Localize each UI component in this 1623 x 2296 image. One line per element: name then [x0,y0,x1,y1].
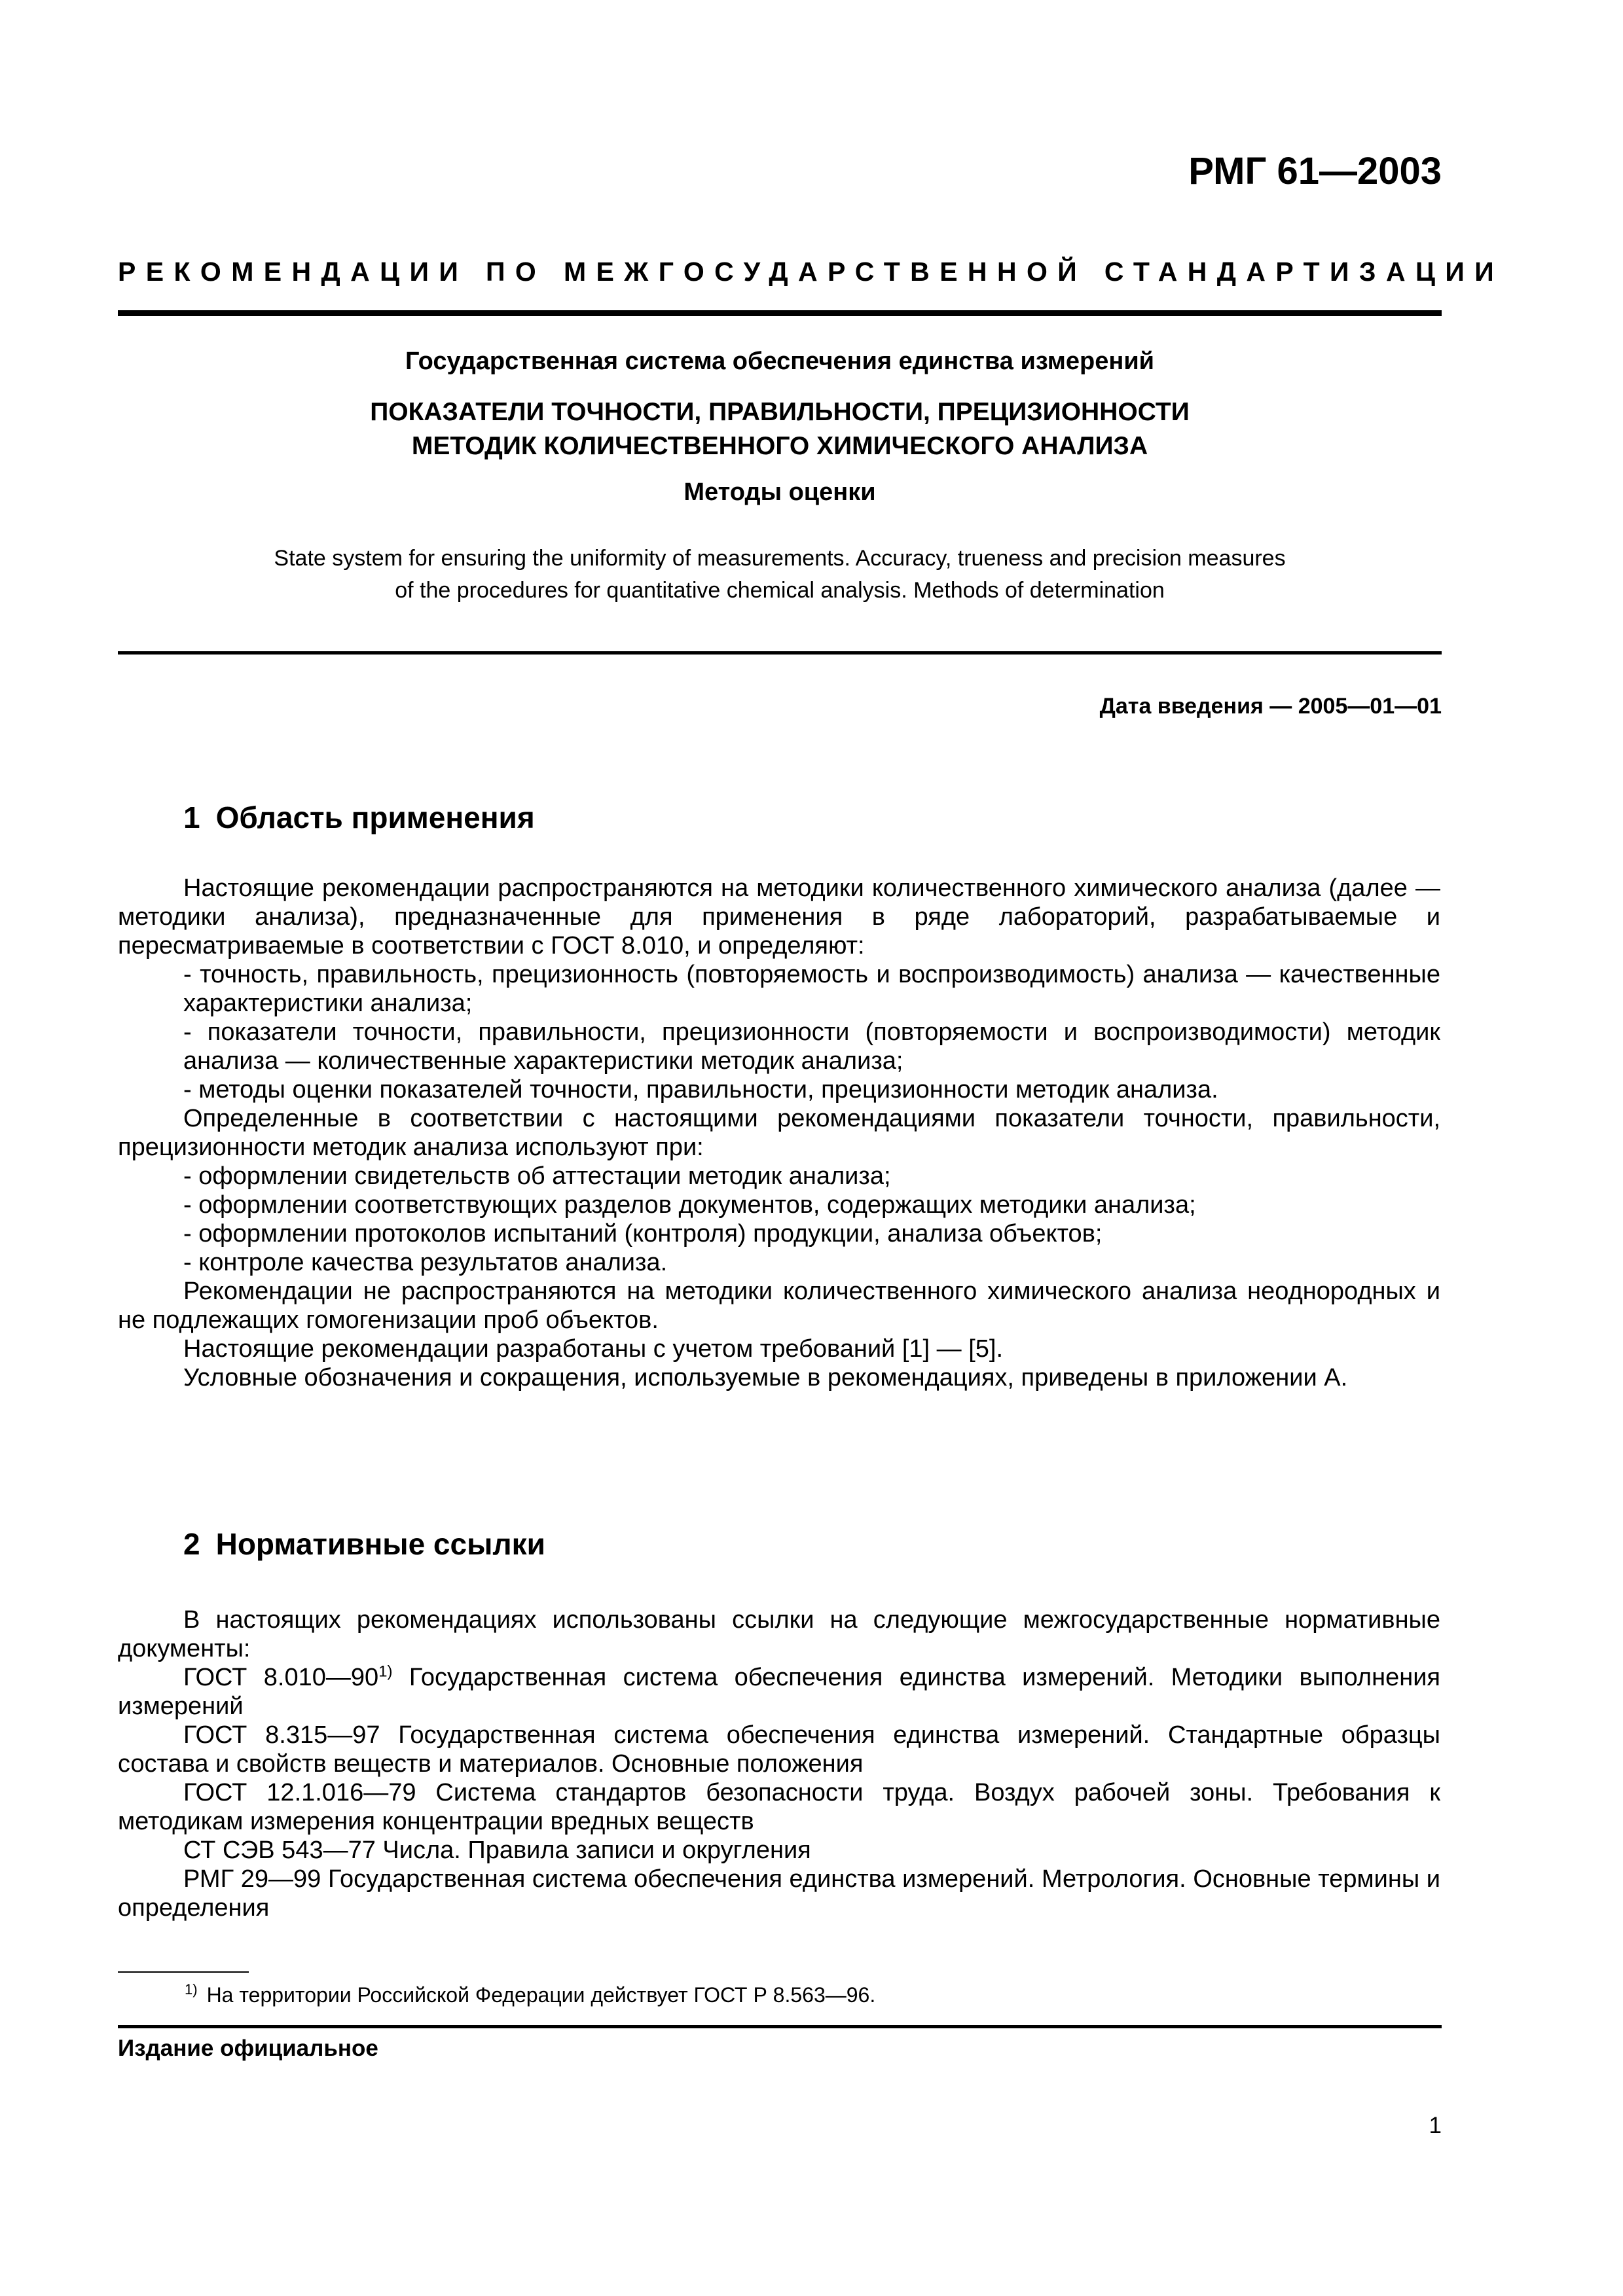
system-title: Государственная система обеспечения единства измерений [405,348,1155,375]
paragraph: Условные обозначения и сокращения, используемые в рекомендациях, приведены в приложении А. [183,1364,1348,1391]
paragraph: В настоящих рекомендациях использованы ссылки на следующие межгосударственные нормативные документы: [118,1606,1440,1662]
reference-item: РМГ 29—99 Государственная система обеспечения единства измерений. Метрология. Основные термины и определения [118,1865,1440,1922]
section-2-body [118,1605,1440,1922]
footnote [185,1983,875,2007]
series-heading: РЕКОМЕНДАЦИИ ПО МЕЖГОСУДАРСТВЕННОЙ СТАНДАРТИЗАЦИИ [118,257,1504,287]
main-title-line-2: МЕТОДИК КОЛИЧЕСТВЕННОГО ХИМИЧЕСКОГО АНАЛИЗА [411,432,1148,460]
reference-text: Государственная система обеспечения единства измерений. Методики выполнения измерений [118,1664,1441,1720]
list-item: - оформлении протоколов испытаний (контроля) продукции, анализа объектов; [183,1220,1103,1247]
paragraph: Определенные в соответствии с настоящими рекомендациями показатели точности, правильности, прецизионности методик анализа используют при: [118,1105,1440,1161]
section-number: 2 [183,1527,200,1561]
reference-item: СТ СЭВ 543—77 Числа. Правила записи и округления [183,1837,811,1864]
page-number: 1 [1429,2113,1442,2138]
introduction-date: Дата введения — 2005—01—01 [1099,694,1442,719]
paragraph: Рекомендации не распространяются на методики количественного химического анализа неоднородных и не подлежащих гомогенизации проб объектов. [118,1278,1440,1334]
footnote-text: На территории Российской Федерации действует ГОСТ Р 8.563—96. [206,1983,876,2007]
list-item: - контроле качества результатов анализа. [183,1249,668,1276]
section-title: Область применения [215,800,535,834]
section-1-body [118,874,1440,1392]
main-title-line-1: ПОКАЗАТЕЛИ ТОЧНОСТИ, ПРАВИЛЬНОСТИ, ПРЕЦИЗИОННОСТИ [370,398,1190,426]
list-item: - оформлении соответствующих разделов документов, содержащих методики анализа; [183,1191,1196,1219]
title-rule [118,651,1442,655]
english-title-line-1: State system for ensuring the uniformity of measurements. Accuracy, trueness and precision measures [274,546,1286,571]
header-rule [118,310,1442,316]
reference-item [118,1663,1440,1721]
footer-rule [118,2025,1442,2028]
list-item: - методы оценки показателей точности, правильности, прецизионности методик анализа. [183,1076,1218,1103]
list-item: - оформлении свидетельств об аттестации методик анализа; [183,1162,891,1190]
footnote-mark: 1) [185,1981,198,1998]
section-title: Нормативные ссылки [215,1527,545,1561]
reference-code: ГОСТ 8.010—90 [183,1664,379,1691]
document-number: РМГ 61—2003 [1188,150,1442,192]
section-2-heading [183,1526,545,1562]
paragraph: Настоящие рекомендации распространяются на методики количественного химического анализа (далее — методики анализа), предназначенные для применения в ряде лабораторий, разрабатываемые и пересматриваемые в соответствии с ГОСТ 8.010, и определяют: [118,874,1440,960]
paragraph: Настоящие рекомендации разработаны с учетом требований [1] — [5]. [183,1335,1004,1363]
edition-label: Издание официальное [118,2036,378,2061]
footnote-mark: 1) [378,1662,393,1681]
section-number: 1 [183,800,200,834]
reference-item: ГОСТ 8.315—97 Государственная система обеспечения единства измерений. Стандартные образцы состава и свойств веществ и материалов. Основные положения [118,1721,1440,1778]
list-item: - показатели точности, правильности, прецизионности (повторяемости и воспроизводимости) методик анализа — количественные характеристики методик анализа; [183,1018,1440,1075]
footnote-rule [118,1971,249,1973]
section-1-heading [183,800,535,835]
reference-item: ГОСТ 12.1.016—79 Система стандартов безопасности труда. Воздух рабочей зоны. Требования к методикам измерения концентрации вредных веществ [118,1779,1440,1835]
list-item: - точность, правильность, прецизионность (повторяемость и воспроизводимость) анализа — качественные характеристики анализа; [183,961,1440,1017]
english-title-line-2: of the procedures for quantitative chemical analysis. Methods of determination [395,578,1165,603]
subtitle: Методы оценки [684,478,876,506]
